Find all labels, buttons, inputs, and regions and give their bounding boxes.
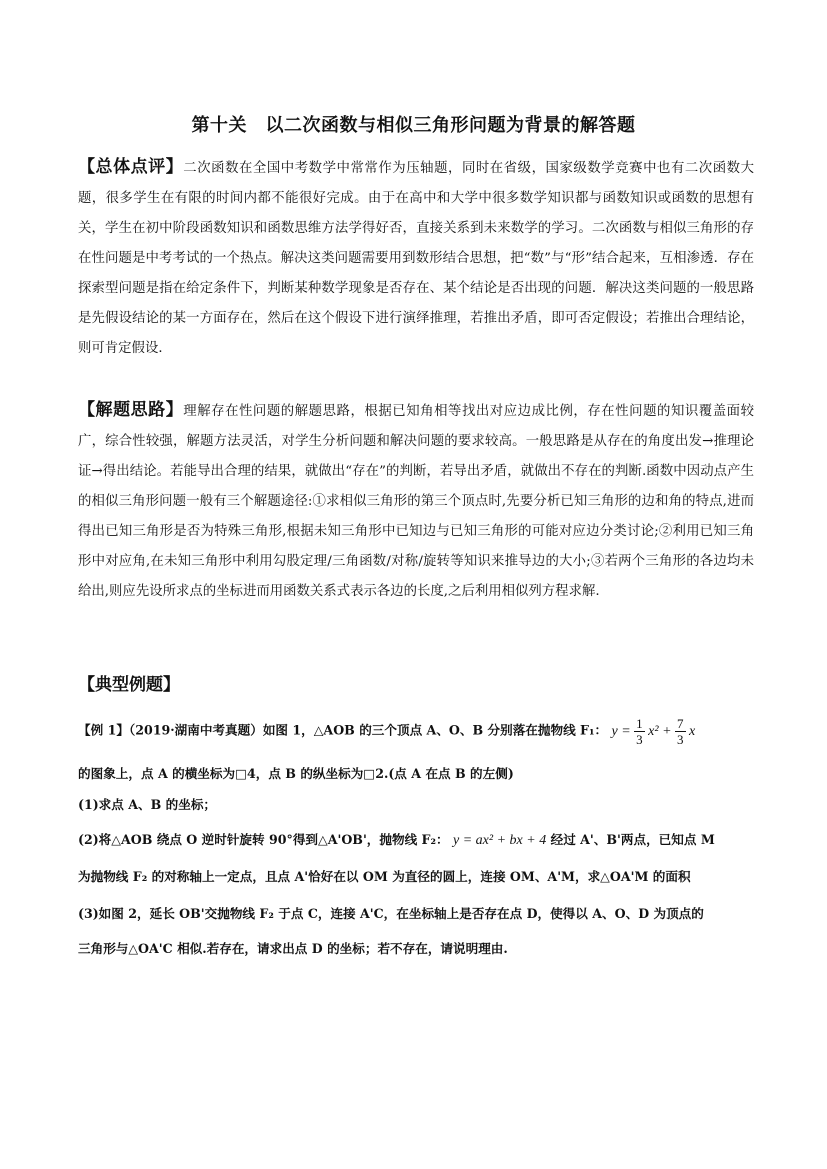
fraction-one-third: $\frac{1}{3}$ xyxy=(636,716,643,747)
approach-section xyxy=(78,395,754,607)
example-1 xyxy=(78,710,754,960)
example-1-question-3-cont: 三角形与△OA'C 相似.若存在，请求出点 D 的坐标；若不存在，请说明理由. xyxy=(78,941,508,956)
overview-section xyxy=(78,152,754,364)
page-title: 第十关 以二次函数与相似三角形问题为背景的解答题 xyxy=(191,115,636,136)
parabola-f1-formula: y = $\frac{1}{3}$ x² + $\frac{7}{3}$ x xyxy=(611,716,696,747)
overview-heading: 【总体点评】 xyxy=(78,157,184,177)
example-1-intro: 【例 1】（2019·湖南中考真题）如图 1，△AOB 的三个顶点 A、O、B 分别落在抛物线 F₁： xyxy=(78,722,608,738)
examples-heading: 【典型例题】 xyxy=(78,675,180,695)
fraction-seven-thirds: $\frac{7}{3}$ xyxy=(677,716,684,747)
example-1-question-2: (2)将△AOB 绕点 O 逆时针旋转 90°得到△A'OB'，抛物线 F₂： y = ax² + bx + 4 经过 A'、B'两点，已知点 M xyxy=(78,832,715,848)
approach-text: 理解存在性问题的解题思路，根据已知角相等找出对应边成比例，存在性问题的知识覆盖面较广，综合性较强，解题方法灵活，对学生分析问题和解决问题的要求较高。一般思路是从存在的角度出发→推理论证→得出结论。若能导出合理的结果，就做出“存在”的判断，若导出矛盾，就做出不存在的判断.函数中因动点产生的相似三角形问题一般有三个解题途径:①求相似三角形的第三个顶点时,先要分析已知三角形的边和角的特点,进而得出已知三角形是否为特殊三角形,根据未知三角形中已知边与已知三角形的可能对应边分类讨论;②利用已知三角形中对应角,在未知三角形中利用勾股定理/三角函数/对称/旋转等知识来推导边的大小;③若两个三角形的各边均未给出,则应先设所求点的坐标进而用函数关系式表示各边的长度,之后利用相似列方程求解. xyxy=(78,404,755,599)
example-1-question-2-cont: 为抛物线 F₂ 的对称轴上一定点，且点 A'恰好在以 OM 为直径的圆上，连接 OM、A'M，求△OA'M 的面积 xyxy=(78,869,691,884)
parabola-f2-formula: y = ax² + bx + 4 xyxy=(453,833,547,848)
example-1-question-1: (1)求点 A、B 的坐标； xyxy=(78,797,217,812)
example-1-question-3: (3)如图 2，延长 OB'交抛物线 F₂ 于点 C，连接 A'C，在坐标轴上是否存在点 D，使得以 A、O、D 为顶点的 xyxy=(78,906,704,921)
overview-text: 二次函数在全国中考数学中常常作为压轴题，同时在省级，国家级数学竞赛中也有二次函数大题，很多学生在有限的时间内都不能很好完成。由于在高中和大学中很多数学知识都与函数知识或函数的思想有关，学生在初中阶段函数知识和函数思维方法学得好否，直接关系到未来数学的学习。二次函数与相似三角形的存在性问题是中考考试的一个热点。解决这类问题需要用到数形结合思想，把“数”与“形”结合起来，互相渗透．存在探索型问题是指在给定条件下，判断某种数学现象是否存在、某个结论是否出现的问题．解决这类问题的一般思路是先假设结论的某一方面存在，然后在这个假设下进行演绎推理，若推出矛盾，即可否定假设；若推出合理结论，则可肯定假设． xyxy=(78,161,755,356)
approach-heading: 【解题思路】 xyxy=(78,400,184,420)
example-1-line-2: 的图象上，点 A 的横坐标为□4，点 B 的纵坐标为□2.(点 A 在点 B 的左侧) xyxy=(78,766,514,781)
example-1-line-1 xyxy=(78,716,695,747)
